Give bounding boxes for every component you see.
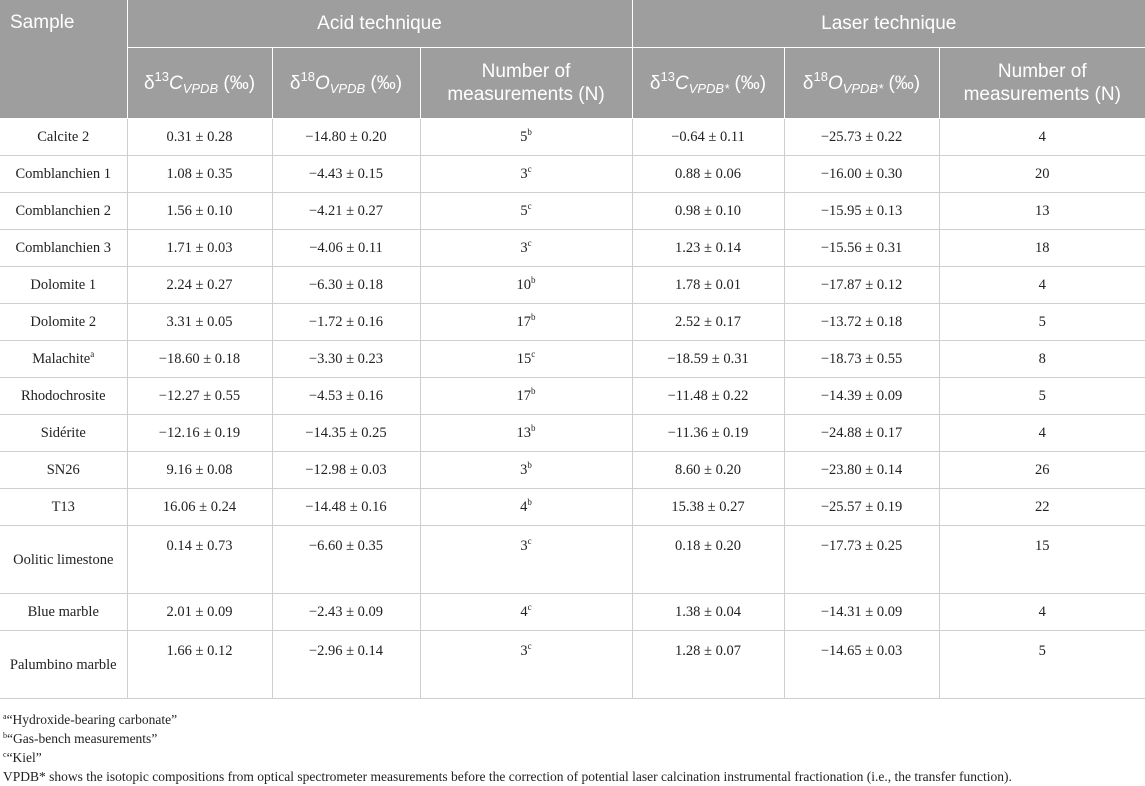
footnote-mark: b [527, 127, 532, 137]
laser-n-value: 18 [939, 230, 1145, 267]
footnote-mark: c [527, 238, 532, 248]
acid-d18o-value: −12.98 ± 0.03 [272, 452, 420, 489]
acid-n-value: 17$^b$ [420, 304, 632, 341]
acid-n-value: 4$^b$ [420, 489, 632, 526]
header-acid-d13c: $\delta^{13}C_{VPDB}$ (‰) [127, 48, 272, 119]
acid-d13c-value: 2.01 ± 0.09 [127, 594, 272, 631]
laser-d18o-value: −13.72 ± 0.18 [784, 304, 939, 341]
sample-name: Comblanchien 2 [0, 193, 127, 230]
acid-d13c-value: 1.56 ± 0.10 [127, 193, 272, 230]
laser-d18o-value: −17.73 ± 0.25 [784, 526, 939, 594]
table-row [0, 304, 1145, 341]
table-row [0, 267, 1145, 304]
laser-d18o-value: −16.00 ± 0.30 [784, 156, 939, 193]
table-row [0, 594, 1145, 631]
acid-d18o-value: −4.53 ± 0.16 [272, 378, 420, 415]
acid-d18o-value: −14.80 ± 0.20 [272, 119, 420, 156]
laser-n-value: 15 [939, 526, 1145, 594]
acid-d13c-value: 0.14 ± 0.73 [127, 526, 272, 594]
laser-d13c-value: −18.59 ± 0.31 [632, 341, 784, 378]
table-row [0, 193, 1145, 230]
footnote-mark: a [90, 349, 95, 359]
sample-name: SN26 [0, 452, 127, 489]
acid-d18o-value: −2.43 ± 0.09 [272, 594, 420, 631]
sample-name: Blue marble [0, 594, 127, 631]
footnote-mark: c [3, 750, 7, 759]
table-row [0, 452, 1145, 489]
laser-d13c-value: 8.60 ± 0.20 [632, 452, 784, 489]
acid-n-value: 5$^c$ [420, 193, 632, 230]
acid-n-value: 3$^b$ [420, 452, 632, 489]
laser-d13c-value: 0.18 ± 0.20 [632, 526, 784, 594]
sample-name: Rhodochrosite [0, 378, 127, 415]
header-laser-technique: Laser technique [632, 0, 1145, 48]
laser-d18o-value: −25.57 ± 0.19 [784, 489, 939, 526]
acid-n-value: 3$^c$ [420, 156, 632, 193]
laser-d18o-value: −17.87 ± 0.12 [784, 267, 939, 304]
footnote: $^a$“Hydroxide-bearing carbonate” [3, 712, 178, 727]
footnote-mark: c [527, 602, 532, 612]
laser-n-value: 5 [939, 378, 1145, 415]
laser-d13c-value: 1.38 ± 0.04 [632, 594, 784, 631]
acid-n-value: 10$^b$ [420, 267, 632, 304]
laser-d18o-value: −25.73 ± 0.22 [784, 119, 939, 156]
laser-d13c-value: 1.23 ± 0.14 [632, 230, 784, 267]
laser-d13c-value: 1.28 ± 0.07 [632, 631, 784, 699]
footnote-mark: b [527, 460, 532, 470]
acid-n-value: 4$^c$ [420, 594, 632, 631]
acid-n-value: 3$^c$ [420, 230, 632, 267]
acid-d18o-value: −14.35 ± 0.25 [272, 415, 420, 452]
acid-d13c-value: 9.16 ± 0.08 [127, 452, 272, 489]
footnote-mark: b [531, 312, 536, 322]
acid-n-value: 15$^c$ [420, 341, 632, 378]
table-row [0, 378, 1145, 415]
acid-d13c-value: 1.08 ± 0.35 [127, 156, 272, 193]
footnote-mark: b [531, 423, 536, 433]
header-sample: Sample [0, 0, 127, 119]
laser-d18o-value: −24.88 ± 0.17 [784, 415, 939, 452]
laser-n-value: 22 [939, 489, 1145, 526]
acid-d13c-value: −12.16 ± 0.19 [127, 415, 272, 452]
table-row [0, 119, 1145, 156]
footnote: $^c$“Kiel” [3, 750, 42, 765]
acid-d13c-value: −12.27 ± 0.55 [127, 378, 272, 415]
laser-d18o-value: −15.95 ± 0.13 [784, 193, 939, 230]
sample-name: Dolomite 1 [0, 267, 127, 304]
header-laser-d18o: $\delta^{18}O_{VPDB*}$ (‰) [784, 48, 939, 119]
laser-d18o-value: −14.31 ± 0.09 [784, 594, 939, 631]
laser-n-value: 5 [939, 631, 1145, 699]
acid-d18o-value: −2.96 ± 0.14 [272, 631, 420, 699]
header-acid-n: Number of measurements (N) [420, 48, 632, 119]
laser-d18o-value: −15.56 ± 0.31 [784, 230, 939, 267]
sample-name: Sidérite [0, 415, 127, 452]
acid-n-value: 17$^b$ [420, 378, 632, 415]
table-row [0, 631, 1145, 699]
footnote-mark: c [527, 536, 532, 546]
laser-d13c-value: −0.64 ± 0.11 [632, 119, 784, 156]
sample-name: Comblanchien 3 [0, 230, 127, 267]
footnote-mark: c [531, 349, 536, 359]
acid-d13c-value: 0.31 ± 0.28 [127, 119, 272, 156]
laser-d13c-value: 0.98 ± 0.10 [632, 193, 784, 230]
acid-d18o-value: −4.06 ± 0.11 [272, 230, 420, 267]
laser-n-value: 4 [939, 267, 1145, 304]
sample-name: Oolitic limestone [0, 526, 127, 594]
footnote-mark: c [527, 641, 532, 651]
laser-d18o-value: −14.65 ± 0.03 [784, 631, 939, 699]
laser-d18o-value: −18.73 ± 0.55 [784, 341, 939, 378]
table-row [0, 526, 1145, 594]
acid-d18o-value: −3.30 ± 0.23 [272, 341, 420, 378]
table-footnotes [3, 710, 1143, 786]
acid-d13c-value: 1.71 ± 0.03 [127, 230, 272, 267]
sample-name: Malachite$^a$ [0, 341, 127, 378]
laser-d13c-value: 0.88 ± 0.06 [632, 156, 784, 193]
laser-d13c-value: 1.78 ± 0.01 [632, 267, 784, 304]
acid-d18o-value: −6.60 ± 0.35 [272, 526, 420, 594]
acid-n-value: 3$^c$ [420, 526, 632, 594]
sample-name: Calcite 2 [0, 119, 127, 156]
acid-d13c-value: 2.24 ± 0.27 [127, 267, 272, 304]
footnote-vpdb-note: VPDB* shows the isotopic compositions from optical spectrometer measurements before the correction of potential laser calcination instrumental fractionation (i.e., the transfer function). [3, 769, 1012, 784]
laser-n-value: 4 [939, 594, 1145, 631]
footnote-mark: b [531, 386, 536, 396]
footnote-mark: c [527, 164, 532, 174]
footnote-mark: c [527, 201, 532, 211]
table-row [0, 156, 1145, 193]
header-acid-technique: Acid technique [127, 0, 632, 48]
laser-n-value: 4 [939, 415, 1145, 452]
footnote-mark: b [531, 275, 536, 285]
laser-d18o-value: −23.80 ± 0.14 [784, 452, 939, 489]
laser-d13c-value: −11.36 ± 0.19 [632, 415, 784, 452]
header-laser-d13c: $\delta^{13}C_{VPDB*}$ (‰) [632, 48, 784, 119]
sample-name: Comblanchien 1 [0, 156, 127, 193]
laser-n-value: 5 [939, 304, 1145, 341]
footnote-mark: b [3, 731, 7, 740]
sample-name: T13 [0, 489, 127, 526]
acid-d13c-value: −18.60 ± 0.18 [127, 341, 272, 378]
footnote-mark: b [527, 497, 532, 507]
acid-n-value: 13$^b$ [420, 415, 632, 452]
acid-d18o-value: −4.43 ± 0.15 [272, 156, 420, 193]
table-row [0, 341, 1145, 378]
laser-d18o-value: −14.39 ± 0.09 [784, 378, 939, 415]
laser-n-value: 13 [939, 193, 1145, 230]
table-row [0, 415, 1145, 452]
footnote: $^b$“Gas-bench measurements” [3, 731, 158, 746]
sample-name: Palumbino marble [0, 631, 127, 699]
header-laser-n: Number of measurements (N) [939, 48, 1145, 119]
table-row [0, 489, 1145, 526]
acid-d13c-value: 1.66 ± 0.12 [127, 631, 272, 699]
acid-n-value: 5$^b$ [420, 119, 632, 156]
footnote-mark: a [3, 712, 7, 721]
acid-d18o-value: −6.30 ± 0.18 [272, 267, 420, 304]
laser-d13c-value: 2.52 ± 0.17 [632, 304, 784, 341]
acid-d13c-value: 16.06 ± 0.24 [127, 489, 272, 526]
laser-n-value: 8 [939, 341, 1145, 378]
acid-d18o-value: −1.72 ± 0.16 [272, 304, 420, 341]
laser-n-value: 26 [939, 452, 1145, 489]
header-acid-d18o: $\delta^{18}O_{VPDB}$ (‰) [272, 48, 420, 119]
acid-d18o-value: −4.21 ± 0.27 [272, 193, 420, 230]
acid-d13c-value: 3.31 ± 0.05 [127, 304, 272, 341]
laser-d13c-value: −11.48 ± 0.22 [632, 378, 784, 415]
table-row [0, 230, 1145, 267]
acid-d18o-value: −14.48 ± 0.16 [272, 489, 420, 526]
laser-d13c-value: 15.38 ± 0.27 [632, 489, 784, 526]
acid-n-value: 3$^c$ [420, 631, 632, 699]
sample-name: Dolomite 2 [0, 304, 127, 341]
laser-n-value: 4 [939, 119, 1145, 156]
laser-n-value: 20 [939, 156, 1145, 193]
